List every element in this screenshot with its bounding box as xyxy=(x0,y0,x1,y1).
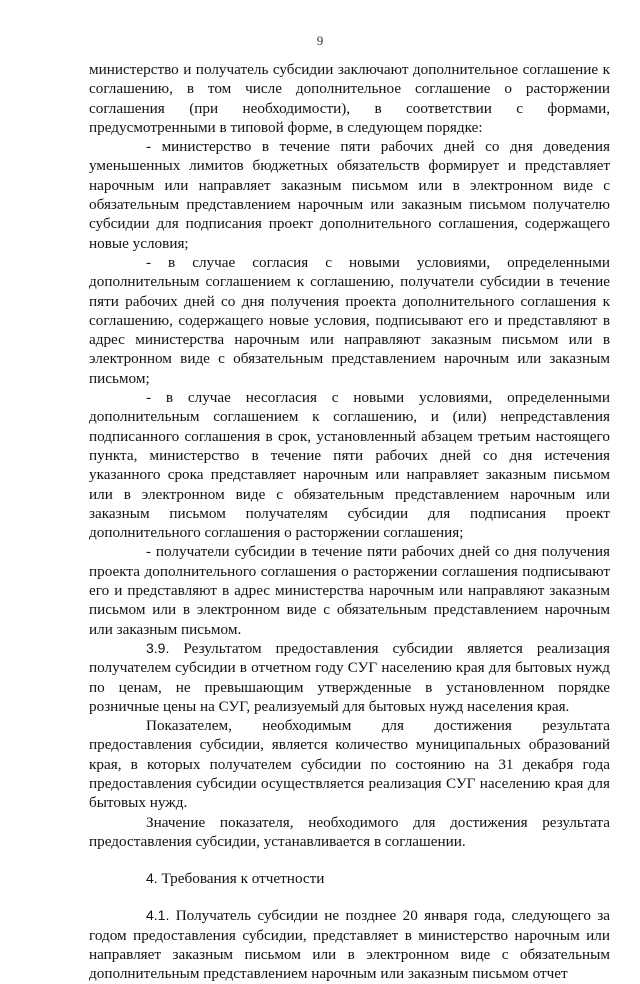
paragraph: - получатели субсидии в течение пяти рабочих дней со дня получения проекта дополнительного соглашения о расторжении соглашения подписывают его и представляют в адрес министерства нарочным или направляют заказным письмом или в электронном виде с обязательным представлением нарочным или заказным письмом. xyxy=(89,543,610,638)
paragraph-3-9 xyxy=(89,639,610,716)
clause-number: 4.1. xyxy=(146,907,170,924)
paragraph: - в случае согласия с новыми условиями, определенными дополнительным соглашением к соглашению, получатели субсидии в течение пяти рабочих дней со дня получения проекта дополнительного соглашения к соглашению, содержащего новые условия, подписывают его и представляют в адрес министерства нарочным или направляют заказным письмом или в электронном виде с обязательным представлением нарочным или заказным письмом; xyxy=(89,253,610,387)
section-heading xyxy=(89,869,610,888)
section-number: 4. xyxy=(146,870,158,887)
paragraph-text: Получатель субсидии не позднее 20 января года, следующего за годом предоставления субсидии, представляет в министерство нарочным или направляет заказным письмом или в электронном виде с обязательным дополнительным представлением нарочным или заказным письмом отчет xyxy=(89,907,610,983)
clause-number: 3.9. xyxy=(146,639,170,656)
paragraph: Значение показателя, необходимого для достижения результата предоставления субсидии, устанавливается в соглашении. xyxy=(89,813,610,850)
paragraph-text: Результатом предоставления субсидии является реализация получателем субсидии в отчетном году СУГ населению края для бытовых нужд по ценам, не превышающим утвержденные в установленном порядке розничные цены на СУГ, реализуемый для бытовых нужд населения края. xyxy=(89,639,610,715)
paragraph: Показателем, необходимым для достижения результата предоставления субсидии, является количество муниципальных образований края, в которых получателем субсидии по состоянию на 31 декабря года предоставления субсидии осуществляется реализация СУГ населению края для бытовых нужд. xyxy=(89,717,610,812)
document-body xyxy=(89,60,610,984)
page-number: 9 xyxy=(316,33,324,48)
paragraph-4-1 xyxy=(89,906,610,983)
paragraph: министерство и получатель субсидии заключают дополнительное соглашение к соглашению, в том числе дополнительное соглашение о расторжении соглашения (при необходимости), в соответствии с формами, предусмотренными в типовой форме, в следующем порядке: xyxy=(89,61,610,136)
section-title: Требования к отчетности xyxy=(161,870,325,888)
paragraph: - в случае несогласия с новыми условиями, определенными дополнительным соглашением к соглашению, и (или) непредставления подписанного соглашения в срок, установленный абзацем третьим настоящего пункта, министерство в течение пяти рабочих дней со дня истечения указанного срока представляет нарочным или направляет заказным письмом или в электронном виде с обязательным представлением нарочным или заказным письмом получателям субсидии для подписания проект дополнительного соглашения о расторжении соглашения; xyxy=(89,389,610,542)
paragraph: - министерство в течение пяти рабочих дней со дня доведения уменьшенных лимитов бюджетных обязательств формирует и представляет нарочным или направляет заказным письмом или в электронном виде с обязательным представлением нарочным или заказным письмом получателю субсидии для подписания проект дополнительного соглашения, содержащего новые условия; xyxy=(89,138,610,252)
